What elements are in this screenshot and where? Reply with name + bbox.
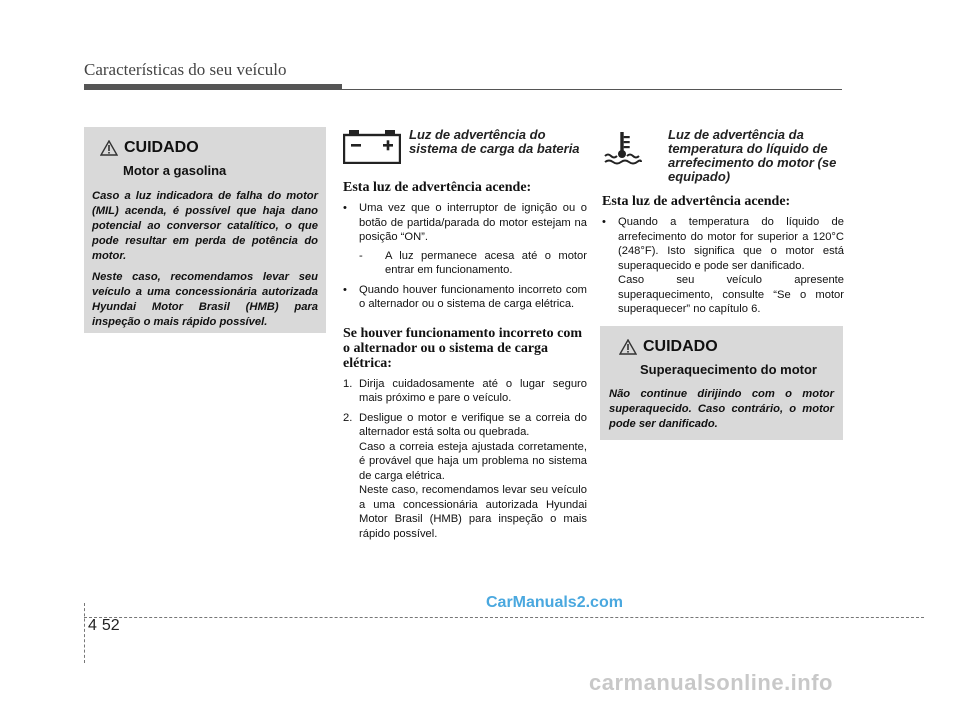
caution-title: CUIDADO: [124, 139, 199, 156]
list-item-text: Caso seu veículo apresente superaquecimento, consulte “Se o motor superaquecer” no capítulo 6.: [618, 274, 844, 315]
caution-subtitle: Superaquecimento do motor: [640, 362, 817, 377]
dash-marker: -: [359, 249, 363, 262]
list-item: [343, 411, 587, 542]
list-item: [343, 283, 587, 312]
list-item: [343, 201, 587, 278]
list-item: [343, 377, 587, 406]
list-item-text: Uma vez que o interruptor de ignição ou o botão de partida/parada do motor estejam na posição “ON”.: [359, 202, 587, 243]
caution-subtitle: Motor a gasolina: [123, 163, 227, 178]
coolant-warning-heading: [602, 122, 844, 184]
watermark-carmanuals2: CarManuals2.com: [486, 594, 623, 611]
coolant-warning-section: [602, 122, 844, 322]
caution-box-overheat: [600, 326, 843, 440]
page-index: 52: [101, 617, 120, 634]
steps-list: [343, 377, 587, 542]
charging-warning-heading: [343, 122, 587, 180]
caution-heading: [100, 139, 318, 157]
section-heading: Se houver funcionamento incorreto com o alternador ou o sistema de carga elétrica:: [343, 325, 583, 371]
step-text: Desligue o motor e verifique se a correia do alternador está solta ou quebrada.: [359, 411, 587, 438]
warning-triangle-icon: [619, 339, 637, 355]
bullet-marker: •: [602, 216, 606, 228]
step-text: Caso a correia esteja ajustada corretamente, é provável que haja um problema no sistema de carga elétrica.: [359, 440, 587, 482]
step-number: 1.: [343, 377, 353, 390]
footer-rule: [84, 617, 924, 618]
charging-warning-section: [343, 122, 587, 546]
caution-title: CUIDADO: [643, 338, 718, 355]
list-item: [602, 215, 844, 317]
step-text: Dirija cuidadosamente até o lugar seguro mais próximo e pare o veículo.: [359, 377, 587, 404]
coolant-bullet-list: [602, 215, 844, 317]
header-rule-thin: [342, 89, 842, 90]
footer-vertical-rule: [84, 603, 85, 663]
header-rule-thick: [84, 84, 342, 90]
caution-paragraph: Caso a luz indicadora de falha do motor (MIL) acenda, é possível que haja dano potencial ao conversor catalítico, o que pode resultar em perda de potência do motor.: [92, 190, 318, 262]
bullet-marker: •: [343, 283, 347, 296]
charging-warning-title: Luz de advertência do sistema de carga da bateria: [409, 127, 580, 156]
battery-icon: [343, 130, 401, 164]
charging-bullet-list: [343, 201, 587, 312]
list-item-text: Quando houver funcionamento incorreto com o alternador ou o sistema de carga elétrica.: [359, 283, 587, 310]
section-heading: Esta luz de advertência acende:: [343, 180, 532, 195]
caution-paragraph: Neste caso, recomendamos levar seu veículo a uma concessionária autorizada Hyundai Motor Brasil (HMB) para inspeção o mais rápido possível.: [92, 271, 318, 328]
step-number: 2.: [343, 411, 353, 424]
coolant-warning-title: Luz de advertência da temperatura do líquido de arrefecimento do motor (se equipado): [668, 127, 837, 184]
watermark-carmanualsonline: carmanualsonline.info: [589, 670, 833, 695]
sub-item-text: A luz permanece acesa até o motor entrar em funcionamento.: [385, 249, 587, 276]
caution-heading: [619, 338, 834, 356]
caution-box-gasoline: [84, 127, 326, 333]
page-number: [88, 617, 120, 635]
list-item-text: Quando a temperatura do líquido de arrefecimento do motor for superior a 120°C (248°F). Isto significa que o motor está superaquecido e pode ser danificado.: [618, 216, 844, 272]
page-header-title: Características do seu veículo: [84, 60, 287, 79]
step-text: Neste caso, recomendamos levar seu veículo a uma concessionária autorizada Hyundai Motor Brasil (HMB) para inspeção o mais rápido possível.: [359, 484, 587, 540]
bullet-marker: •: [343, 202, 347, 214]
section-heading: Esta luz de advertência acende:: [602, 194, 791, 209]
warning-triangle-icon: [100, 140, 118, 156]
coolant-temperature-icon: [602, 130, 642, 166]
sub-list-item: [359, 249, 587, 278]
caution-paragraph: Não continue dirijindo com o motor superaquecido. Caso contrário, o motor pode ser danificado.: [609, 388, 834, 430]
chapter-number: 4: [88, 617, 97, 634]
